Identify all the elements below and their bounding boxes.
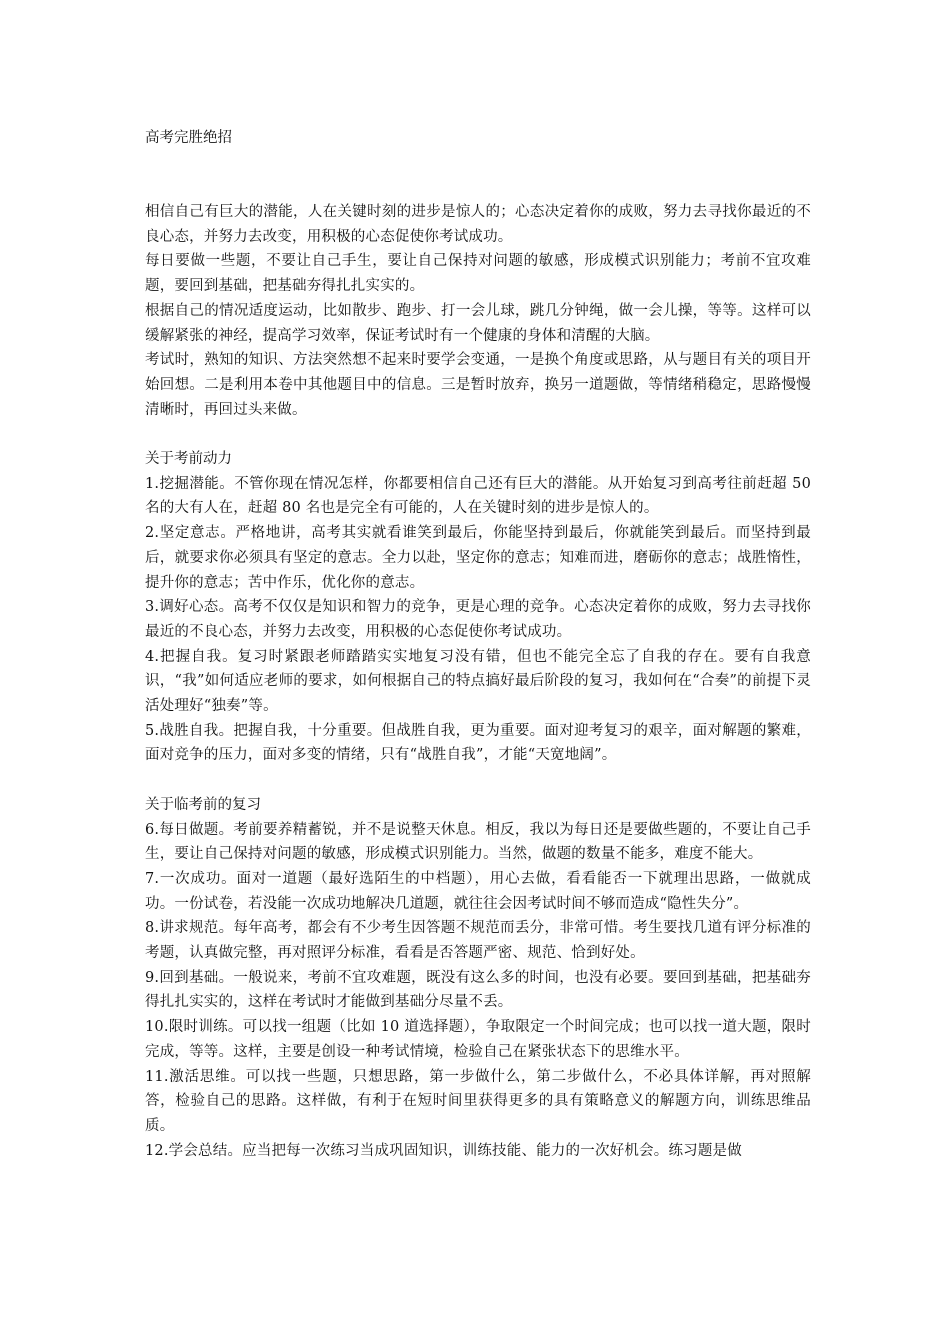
list-item: 3.调好心态。高考不仅仅是知识和智力的竞争，更是心理的竞争。心态决定着你的成败，努力去寻找你最近的不良心态，并努力去改变，用积极的心态促使你考试成功。 <box>145 599 811 640</box>
intro-block <box>145 200 811 422</box>
intro-paragraph: 考试时，熟知的知识、方法突然想不起来时要学会变通，一是换个角度或思路，从与题目有关的项目开始回想。二是利用本卷中其他题目中的信息。三是暂时放弃，换另一道题做，等情绪稍稳定，思路慢慢清晰时，再回过头来做。 <box>145 352 811 418</box>
section-heading: 关于考前动力 <box>145 451 232 468</box>
list-item: 10.限时训练。可以找一组题（比如 10 道选择题），争取限定一个时间完成；也可以找一道大题，限时完成，等等。这样，主要是创设一种考试情境，检验自己在紧张状态下的思维水平。 <box>145 1019 811 1060</box>
list-item: 8.讲求规范。每年高考，都会有不少考生因答题不规范而丢分，非常可惜。考生要找几道有评分标准的考题，认真做完整，再对照评分标准，看看是否答题严密、规范、恰到好处。 <box>145 920 811 962</box>
document-body <box>145 126 811 1163</box>
intro-paragraph: 相信自己有巨大的潜能，人在关键时刻的进步是惊人的；心态决定着你的成败，努力去寻找你最近的不良心态，并努力去改变，用积极的心态促使你考试成功。 <box>145 204 811 245</box>
list-item: 12.学会总结。应当把每一次练习当成巩固知识，训练技能、能力的一次好机会。练习题是做 <box>145 1142 742 1159</box>
list-item: 6.每日做题。考前要养精蓄锐，并不是说整天休息。相反，我以为每日还是要做些题的，不要让自己手生，要让自己保持对问题的敏感，形成模式识别能力。当然，做题的数量不能多，难度不能大。 <box>145 821 811 863</box>
list-item: 5.战胜自我。把握自我，十分重要。但战胜自我，更为重要。面对迎考复习的艰辛，面对解题的繁难，面对竞争的压力，面对多变的情绪，只有“战胜自我”，才能“天宽地阔”。 <box>145 722 811 764</box>
list-item: 1.挖掘潜能。不管你现在情况怎样，你都要相信自己还有巨大的潜能。从开始复习到高考往前赶超 50 名的大有人在，赶超 80 名也是完全有可能的，人在关键时刻的进步是惊人的。 <box>145 475 811 517</box>
list-item: 4.把握自我。复习时紧跟老师踏踏实实地复习没有错，但也不能完全忘了自我的存在。要有自我意识，“我”如何适应老师的要求，如何根据自己的特点搞好最后阶段的复习，我如何在“合奏”的前提下灵活处理好“独奏”等。 <box>145 648 811 715</box>
document-title: 高考完胜绝招 <box>145 130 232 146</box>
section-heading: 关于临考前的复习 <box>145 796 261 813</box>
list-item: 11.激活思维。可以找一些题，只想思路，第一步做什么，第二步做什么，不必具体详解，再对照解答，检验自己的思路。这样做，有利于在短时间里获得更多的具有策略意义的解题方向，训练思维品质。 <box>145 1068 811 1134</box>
intro-paragraph: 每日要做一些题，不要让自己手生，要让自己保持对问题的敏感，形成模式识别能力；考前不宜攻难题，要回到基础，把基础夯得扎扎实实的。 <box>145 253 811 295</box>
list-item: 2.坚定意志。严格地讲，高考其实就看谁笑到最后，你能坚持到最后，你就能笑到最后。而坚持到最后，就要求你必须具有坚定的意志。全力以赴，坚定你的意志；知难而进，磨砺你的意志；战胜惰性，提升你的意志；苦中作乐，优化你的意志。 <box>145 525 811 591</box>
section-review <box>145 793 811 1164</box>
list-item: 9.回到基础。一般说来，考前不宜攻难题，既没有这么多的时间，也没有必要。要回到基础，把基础夯得扎扎实实的，这样在考试时才能做到基础分尽量不丢。 <box>145 969 811 1011</box>
list-item: 7.一次成功。面对一道题（最好选陌生的中档题），用心去做，看看能否一下就理出思路，一做就成功。一份试卷，若没能一次成功地解决几道题，就往往会因考试时间不够而造成“隐性失分”。 <box>145 870 811 912</box>
section-motivation <box>145 447 811 768</box>
intro-paragraph: 根据自己的情况适度运动，比如散步、跑步、打一会儿球，跳几分钟绳，做一会儿操，等等。这样可以缓解紧张的神经，提高学习效率，保证考试时有一个健康的身体和清醒的大脑。 <box>145 302 811 344</box>
